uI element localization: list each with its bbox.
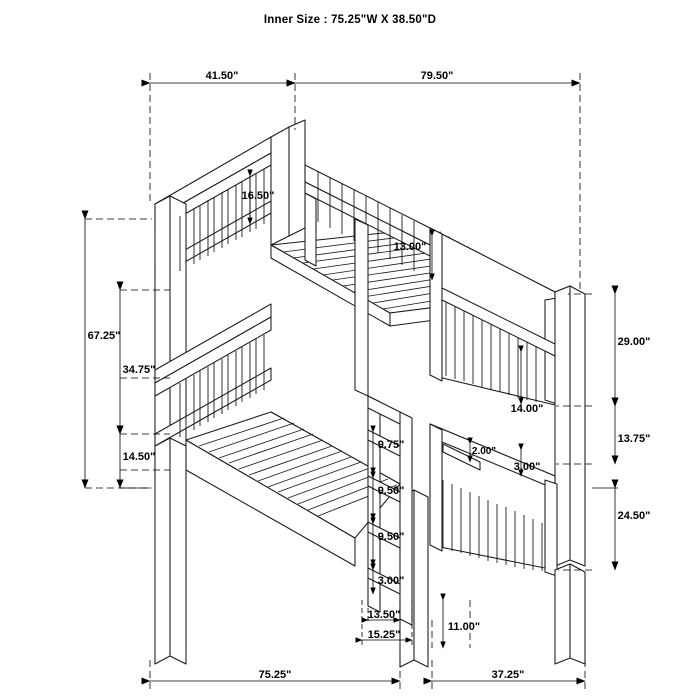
dim-right-headboard-height: 29.00" [617, 336, 651, 348]
dim-guardrail-height: 16.50" [241, 190, 275, 202]
dim-upper-deck-height: 34.75" [122, 364, 156, 376]
dim-ladder-step-3: 9.50" [377, 531, 405, 543]
dim-ladder-outer-width: 15.25" [367, 629, 401, 641]
dim-total-height: 67.25" [87, 330, 121, 342]
dim-ladder-step-2: 9.50" [377, 485, 405, 497]
dim-bottom-left: 75.25" [258, 669, 292, 681]
dim-ladder-step-1: 9.75" [377, 439, 405, 451]
dim-right-rail-thickness: 2.00" [471, 446, 497, 457]
dim-lower-deck-height: 14.50" [122, 451, 156, 463]
dim-top-left: 41.50" [205, 70, 239, 82]
dim-foot-clearance: 11.00" [447, 621, 481, 633]
dim-right-mid: 13.75" [617, 433, 651, 445]
dim-upper-slat-gap: 13.00" [393, 241, 427, 253]
dim-ladder-inner-width: 13.50" [367, 609, 401, 621]
dim-right-rail-gap: 3.00" [513, 461, 541, 473]
bed-outline [155, 120, 585, 667]
dim-bottom-right: 37.25" [491, 669, 525, 681]
dim-right-rail-opening: 14.00" [510, 403, 544, 415]
page-title: Inner Size : 75.25"W X 38.50"D [263, 14, 437, 26]
dim-ladder-bottom: 3.00" [377, 575, 405, 587]
dim-right-lower: 24.50" [617, 510, 651, 522]
dim-top-right: 79.50" [420, 70, 454, 82]
